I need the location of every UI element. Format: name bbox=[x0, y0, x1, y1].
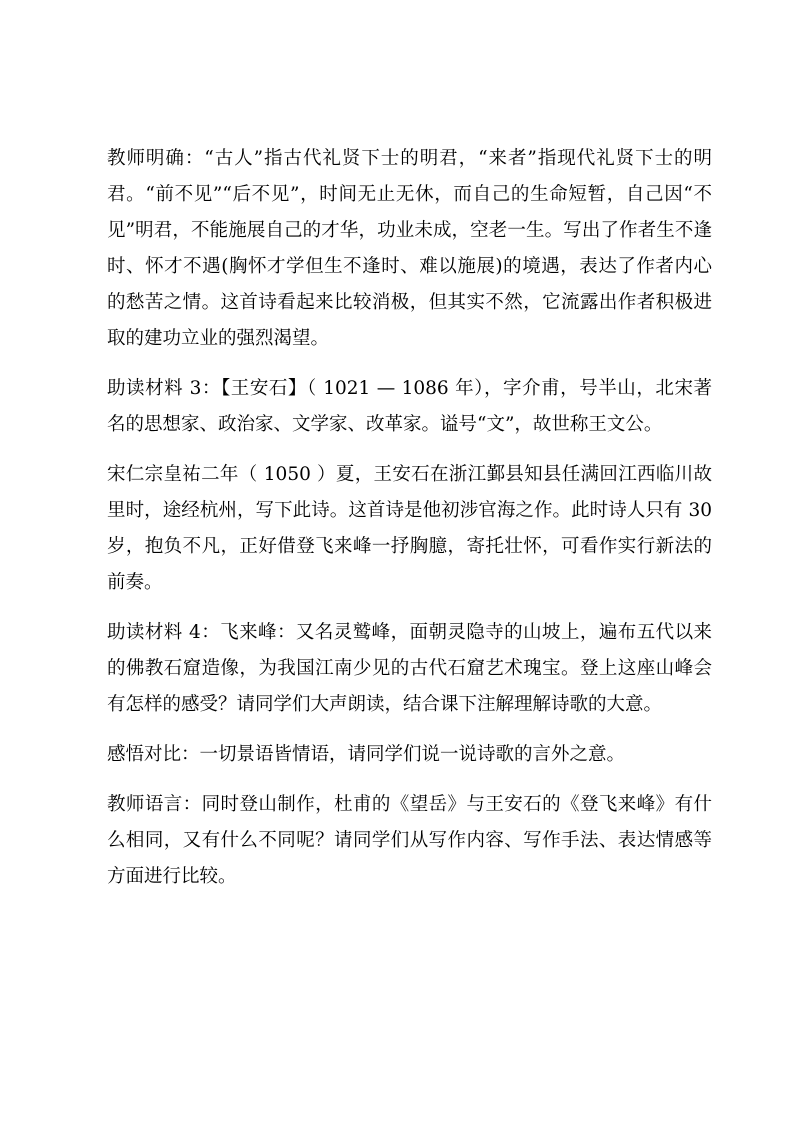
paragraph-comparison-prompt: 感悟对比：一切景语皆情语，请同学们说一说诗歌的言外之意。 bbox=[107, 744, 626, 765]
document-body bbox=[107, 141, 712, 895]
paragraph-reading-material-4: 助读材料 4：飞来峰：又名灵鹫峰，面朝灵隐寺的山坡上，遍布五代以来的佛教石窟造像，为我国江南少见的古代石窟艺术瑰宝。登上这座山峰会有怎样的感受？请同学们大声朗读，结合课下注解理解诗歌的大意。 bbox=[107, 622, 712, 715]
paragraph-poem-background: 宋仁宗皇祐二年（ 1050 ）夏，王安石在浙江鄞县知县任满回江西临川故里时，途经杭州，写下此诗。这首诗是他初涉官海之作。此时诗人只有 30 岁，抱负不凡，正好借登飞来峰一抒胸臆，寄托壮怀，可看作实行新法的前奏。 bbox=[107, 464, 712, 593]
paragraph-teacher-clarification: 教师明确：“古人”指古代礼贤下士的明君，“来者”指现代礼贤下士的明君。“前不见”“后不见”，时间无止无休，而自己的生命短暂，自己因“不见”明君，不能施展自己的才华，功业未成，空老一生。写出了作者生不逢时、怀才不遇(胸怀才学但生不逢时、难以施展)的境遇，表达了作者内心的愁苦之情。这首诗看起来比较消极，但其实不然，它流露出作者积极进取的建功立业的强烈渴望。 bbox=[107, 148, 712, 349]
paragraph-teacher-language: 教师语言：同时登山制作，杜甫的《望岳》与王安石的《登飞来峰》有什么相同，又有什么不同呢？请同学们从写作内容、写作手法、表达情感等方面进行比较。 bbox=[107, 794, 712, 887]
paragraph-reading-material-3: 助读材料 3：【王安石】（ 1021 — 1086 年），字介甫，号半山，北宋著名的思想家、政治家、文学家、改革家。谥号“文”，故世称王文公。 bbox=[107, 378, 712, 435]
